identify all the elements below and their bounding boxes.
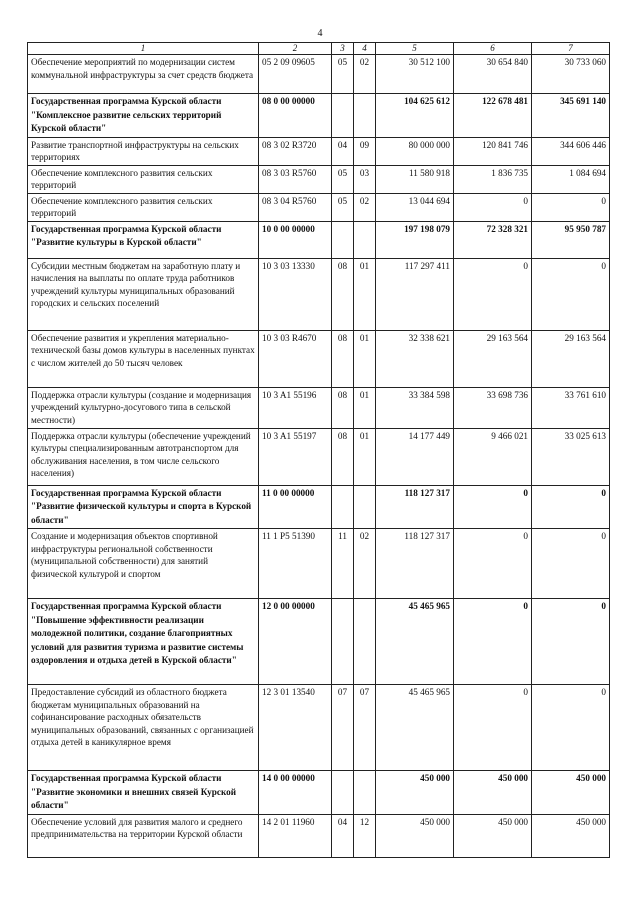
subsection-cell bbox=[354, 485, 376, 529]
section-cell: 08 bbox=[332, 428, 354, 485]
section-cell: 04 bbox=[332, 814, 354, 857]
header-cell: 4 bbox=[354, 43, 376, 55]
amount-cell-col6: 0 bbox=[454, 599, 532, 685]
amount-cell-col7: 450 000 bbox=[532, 814, 610, 857]
target-code-cell: 10 3 03 R4670 bbox=[259, 330, 332, 387]
subsection-cell: 01 bbox=[354, 330, 376, 387]
amount-cell-col5: 45 465 965 bbox=[376, 685, 454, 771]
amount-cell-col6: 0 bbox=[454, 685, 532, 771]
amount-cell-col7: 30 733 060 bbox=[532, 55, 610, 94]
item-name-cell: Обеспечение развития и укрепления материально-технической базы домов культуры в населенных пунктах с числом жителей до 50 тысяч человек bbox=[28, 330, 259, 387]
amount-cell-col7: 344 606 446 bbox=[532, 137, 610, 165]
amount-cell-col5: 11 580 918 bbox=[376, 165, 454, 193]
amount-cell-col7: 33 761 610 bbox=[532, 387, 610, 428]
amount-cell-col5: 117 297 411 bbox=[376, 258, 454, 330]
target-code-cell: 14 2 01 11960 bbox=[259, 814, 332, 857]
amount-cell-col7: 0 bbox=[532, 258, 610, 330]
table-row bbox=[28, 529, 610, 599]
section-cell: 08 bbox=[332, 258, 354, 330]
section-cell: 11 bbox=[332, 529, 354, 599]
amount-cell-col6: 29 163 564 bbox=[454, 330, 532, 387]
amount-cell-col7: 0 bbox=[532, 193, 610, 221]
item-name-cell: Государственная программа Курской области "Развитие экономики и внешних связей Курской области" bbox=[28, 771, 259, 815]
table-row bbox=[28, 428, 610, 485]
amount-cell-col5: 13 044 694 bbox=[376, 193, 454, 221]
amount-cell-col7: 0 bbox=[532, 599, 610, 685]
amount-cell-col7: 0 bbox=[532, 685, 610, 771]
header-cell: 1 bbox=[28, 43, 259, 55]
target-code-cell: 14 0 00 00000 bbox=[259, 771, 332, 815]
subsection-cell: 03 bbox=[354, 165, 376, 193]
amount-cell-col5: 14 177 449 bbox=[376, 428, 454, 485]
subsection-cell: 01 bbox=[354, 428, 376, 485]
amount-cell-col7: 33 025 613 bbox=[532, 428, 610, 485]
section-cell: 05 bbox=[332, 193, 354, 221]
amount-cell-col5: 45 465 965 bbox=[376, 599, 454, 685]
item-name-cell: Государственная программа Курской области "Развитие физической культуры и спорта в Курской области" bbox=[28, 485, 259, 529]
budget-table bbox=[27, 42, 610, 858]
amount-cell-col5: 33 384 598 bbox=[376, 387, 454, 428]
target-code-cell: 11 0 00 00000 bbox=[259, 485, 332, 529]
table-row bbox=[28, 330, 610, 387]
subsection-cell: 12 bbox=[354, 814, 376, 857]
amount-cell-col5: 450 000 bbox=[376, 814, 454, 857]
item-name-cell: Предоставление субсидий из областного бюджета бюджетам муниципальных образований на софинансирование расходных обязательств муниципальных образований, связанных с организацией отдыха детей в каникулярное время bbox=[28, 685, 259, 771]
section-cell: 05 bbox=[332, 55, 354, 94]
target-code-cell: 10 3 03 13330 bbox=[259, 258, 332, 330]
program-row bbox=[28, 771, 610, 815]
subsection-cell bbox=[354, 221, 376, 258]
target-code-cell: 08 0 00 00000 bbox=[259, 94, 332, 138]
amount-cell-col6: 0 bbox=[454, 529, 532, 599]
target-code-cell: 10 3 A1 55196 bbox=[259, 387, 332, 428]
amount-cell-col5: 80 000 000 bbox=[376, 137, 454, 165]
target-code-cell: 05 2 09 09605 bbox=[259, 55, 332, 94]
section-cell bbox=[332, 221, 354, 258]
subsection-cell: 01 bbox=[354, 387, 376, 428]
page-number: 4 bbox=[317, 28, 323, 39]
header-cell: 7 bbox=[532, 43, 610, 55]
subsection-cell: 01 bbox=[354, 258, 376, 330]
target-code-cell: 10 3 A1 55197 bbox=[259, 428, 332, 485]
item-name-cell: Обеспечение комплексного развития сельских территорий bbox=[28, 193, 259, 221]
target-code-cell: 12 3 01 13540 bbox=[259, 685, 332, 771]
table-row bbox=[28, 387, 610, 428]
target-code-cell: 10 0 00 00000 bbox=[259, 221, 332, 258]
subsection-cell: 02 bbox=[354, 55, 376, 94]
item-name-cell: Поддержка отрасли культуры (создание и модернизация учреждений культурно-досугового типа в сельской местности) bbox=[28, 387, 259, 428]
amount-cell-col6: 122 678 481 bbox=[454, 94, 532, 138]
amount-cell-col7: 345 691 140 bbox=[532, 94, 610, 138]
amount-cell-col6: 72 328 321 bbox=[454, 221, 532, 258]
section-cell bbox=[332, 599, 354, 685]
amount-cell-col7: 95 950 787 bbox=[532, 221, 610, 258]
program-row bbox=[28, 221, 610, 258]
amount-cell-col5: 197 198 079 bbox=[376, 221, 454, 258]
header-cell: 5 bbox=[376, 43, 454, 55]
section-cell: 08 bbox=[332, 387, 354, 428]
amount-cell-col5: 118 127 317 bbox=[376, 529, 454, 599]
section-cell: 05 bbox=[332, 165, 354, 193]
amount-cell-col6: 0 bbox=[454, 258, 532, 330]
item-name-cell: Обеспечение условий для развития малого и среднего предпринимательства на территории Курской области bbox=[28, 814, 259, 857]
amount-cell-col7: 450 000 bbox=[532, 771, 610, 815]
amount-cell-col6: 450 000 bbox=[454, 771, 532, 815]
amount-cell-col5: 32 338 621 bbox=[376, 330, 454, 387]
subsection-cell bbox=[354, 771, 376, 815]
item-name-cell: Субсидии местным бюджетам на заработную плату и начисления на выплаты по оплате труда работников учреждений культуры муниципальных образований городских и сельских поселений bbox=[28, 258, 259, 330]
target-code-cell: 08 3 02 R3720 bbox=[259, 137, 332, 165]
amount-cell-col5: 30 512 100 bbox=[376, 55, 454, 94]
amount-cell-col6: 0 bbox=[454, 193, 532, 221]
amount-cell-col6: 33 698 736 bbox=[454, 387, 532, 428]
section-cell bbox=[332, 94, 354, 138]
table-row bbox=[28, 165, 610, 193]
amount-cell-col6: 0 bbox=[454, 485, 532, 529]
amount-cell-col7: 0 bbox=[532, 529, 610, 599]
amount-cell-col6: 120 841 746 bbox=[454, 137, 532, 165]
program-row bbox=[28, 599, 610, 685]
item-name-cell: Государственная программа Курской области "Развитие культуры в Курской области" bbox=[28, 221, 259, 258]
section-cell bbox=[332, 485, 354, 529]
subsection-cell: 02 bbox=[354, 193, 376, 221]
table-row bbox=[28, 814, 610, 857]
subsection-cell: 07 bbox=[354, 685, 376, 771]
amount-cell-col5: 118 127 317 bbox=[376, 485, 454, 529]
program-row bbox=[28, 94, 610, 138]
item-name-cell: Развитие транспортной инфраструктуры на сельских территориях bbox=[28, 137, 259, 165]
subsection-cell: 02 bbox=[354, 529, 376, 599]
subsection-cell bbox=[354, 599, 376, 685]
target-code-cell: 12 0 00 00000 bbox=[259, 599, 332, 685]
amount-cell-col6: 30 654 840 bbox=[454, 55, 532, 94]
item-name-cell: Государственная программа Курской области "Комплексное развитие сельских территорий Курской области" bbox=[28, 94, 259, 138]
table-row bbox=[28, 137, 610, 165]
section-cell bbox=[332, 771, 354, 815]
item-name-cell: Государственная программа Курской области "Повышение эффективности реализации молодежной политики, создание благоприятных условий для развития туризма и развитие системы оздоровления и отдыха детей в Курской области" bbox=[28, 599, 259, 685]
item-name-cell: Создание и модернизация объектов спортивной инфраструктуры региональной собственности (муниципальной собственности) для занятий физической культурой и спортом bbox=[28, 529, 259, 599]
item-name-cell: Обеспечение комплексного развития сельских территорий bbox=[28, 165, 259, 193]
header-cell: 6 bbox=[454, 43, 532, 55]
section-cell: 07 bbox=[332, 685, 354, 771]
target-code-cell: 11 1 P5 51390 bbox=[259, 529, 332, 599]
item-name-cell: Поддержка отрасли культуры (обеспечение учреждений культуры специализированным автотранспортом для обслуживания населения, в том числе сельского населения) bbox=[28, 428, 259, 485]
table-row bbox=[28, 55, 610, 94]
section-cell: 08 bbox=[332, 330, 354, 387]
header-cell: 3 bbox=[332, 43, 354, 55]
amount-cell-col5: 450 000 bbox=[376, 771, 454, 815]
amount-cell-col6: 9 466 021 bbox=[454, 428, 532, 485]
amount-cell-col7: 0 bbox=[532, 485, 610, 529]
item-name-cell: Обеспечение мероприятий по модернизации систем коммунальной инфраструктуры за счет средств бюджета bbox=[28, 55, 259, 94]
table-row bbox=[28, 685, 610, 771]
table-row bbox=[28, 193, 610, 221]
header-row bbox=[28, 43, 610, 55]
amount-cell-col6: 1 836 735 bbox=[454, 165, 532, 193]
program-row bbox=[28, 485, 610, 529]
subsection-cell bbox=[354, 94, 376, 138]
table-row bbox=[28, 258, 610, 330]
amount-cell-col6: 450 000 bbox=[454, 814, 532, 857]
header-cell: 2 bbox=[259, 43, 332, 55]
amount-cell-col7: 29 163 564 bbox=[532, 330, 610, 387]
subsection-cell: 09 bbox=[354, 137, 376, 165]
section-cell: 04 bbox=[332, 137, 354, 165]
target-code-cell: 08 3 03 R5760 bbox=[259, 165, 332, 193]
amount-cell-col7: 1 084 694 bbox=[532, 165, 610, 193]
target-code-cell: 08 3 04 R5760 bbox=[259, 193, 332, 221]
amount-cell-col5: 104 625 612 bbox=[376, 94, 454, 138]
